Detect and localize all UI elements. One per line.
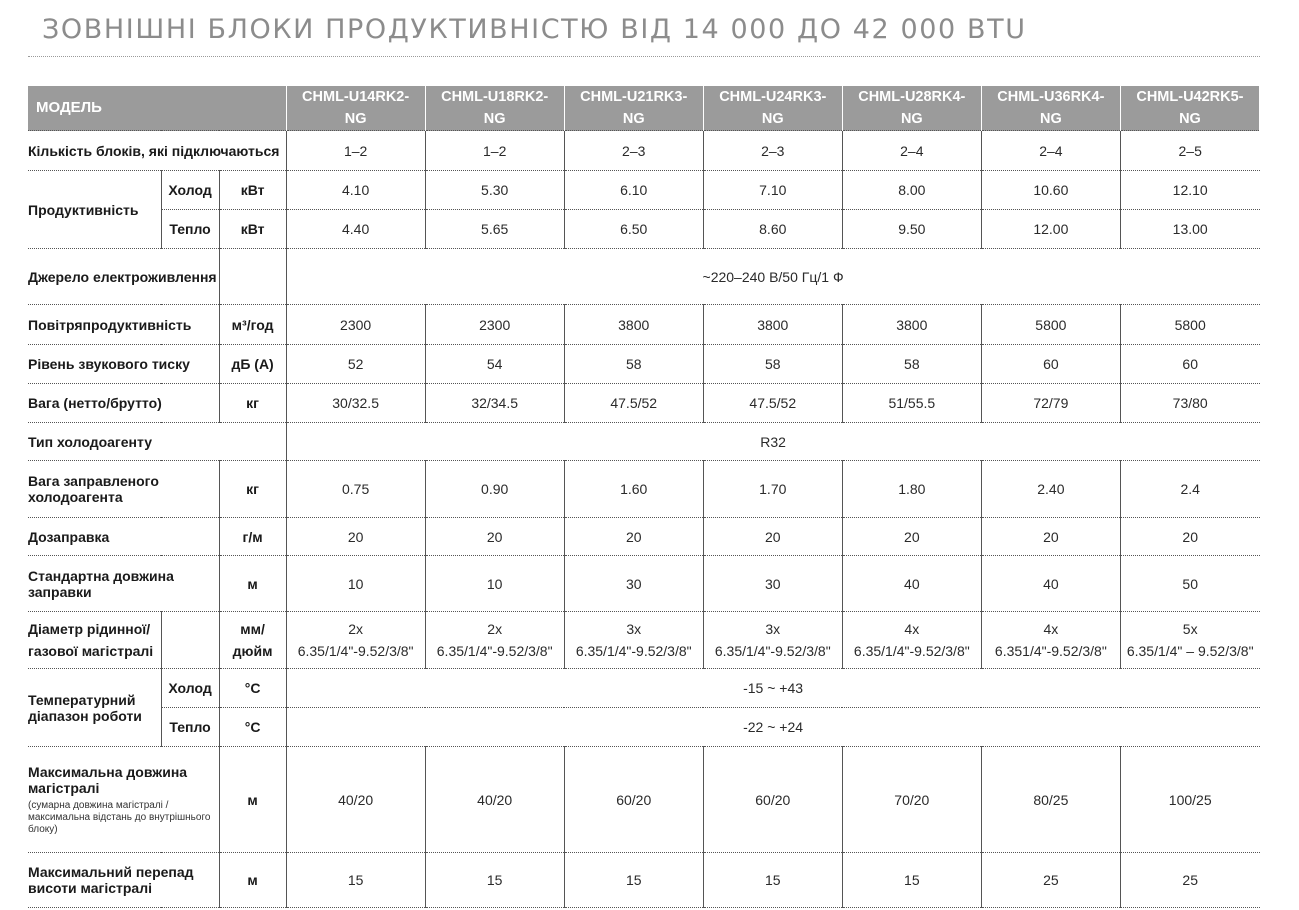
table-cell: 0.75 — [286, 461, 425, 518]
table-cell: 15 — [842, 853, 981, 908]
table-cell: 80/25 — [981, 747, 1120, 853]
row-std-length — [28, 556, 1260, 612]
table-cell: 4.10 — [286, 171, 425, 210]
table-cell: 20 — [981, 518, 1120, 556]
table-cell: R32 — [286, 423, 1259, 461]
table-cell: 25 — [1120, 853, 1259, 908]
row-label: Тип холодоагенту — [28, 423, 286, 461]
table-cell: 20 — [286, 518, 425, 556]
table-cell: 15 — [703, 853, 842, 908]
unit-cell: г/м — [219, 518, 286, 556]
table-cell: 3800 — [703, 305, 842, 345]
sub-label — [161, 612, 219, 669]
table-cell: ~220–240 В/50 Гц/1 Ф — [286, 249, 1259, 305]
table-cell: 8.00 — [842, 171, 981, 210]
row-additional — [28, 518, 1260, 556]
table-cell: 20 — [564, 518, 703, 556]
table-cell: 60/20 — [703, 747, 842, 853]
table-cell: 5.65 — [425, 210, 564, 249]
table-cell: 30 — [564, 556, 703, 612]
table-cell: 15 — [286, 853, 425, 908]
table-cell: 4.40 — [286, 210, 425, 249]
table-cell: 5x 6.35/1/4" – 9.52/3/8" — [1120, 612, 1259, 669]
table-cell: 20 — [425, 518, 564, 556]
unit-cell: м — [219, 853, 286, 908]
table-cell: 3800 — [564, 305, 703, 345]
row-label: Діаметр рідинної/ газової магістралі — [28, 612, 161, 669]
table-cell: 60/20 — [564, 747, 703, 853]
table-cell: 2300 — [286, 305, 425, 345]
model-col-1: CHML-U14RK2- NG — [286, 86, 425, 131]
row-label: Дозаправка — [28, 518, 219, 556]
row-label: Кількість блоків, які підключаються — [28, 131, 286, 171]
table-cell: 20 — [703, 518, 842, 556]
table-cell: 2–3 — [703, 131, 842, 171]
table-cell: 5800 — [1120, 305, 1259, 345]
sub-label: Холод — [161, 669, 219, 708]
table-cell: 4x 6.351/4"-9.52/3/8" — [981, 612, 1120, 669]
table-cell: 4x 6.35/1/4"-9.52/3/8" — [842, 612, 981, 669]
model-col-3: CHML-U21RK3- NG — [564, 86, 703, 131]
table-cell: -15 ~ +43 — [286, 669, 1259, 708]
title-divider — [28, 56, 1260, 57]
table-cell: 51/55.5 — [842, 384, 981, 423]
table-cell: 40 — [981, 556, 1120, 612]
unit-cell: м³/год — [219, 305, 286, 345]
sub-label: Тепло — [161, 708, 219, 747]
spec-table — [28, 86, 1260, 908]
row-temp-cool — [28, 669, 1260, 708]
model-col-5: CHML-U28RK4- NG — [842, 86, 981, 131]
row-max-length — [28, 747, 1260, 853]
unit-cell: °C — [219, 708, 286, 747]
table-cell: 30 — [703, 556, 842, 612]
table-cell: 1.70 — [703, 461, 842, 518]
unit-cell: м — [219, 556, 286, 612]
table-cell: 32/34.5 — [425, 384, 564, 423]
table-cell: 2.4 — [1120, 461, 1259, 518]
table-cell: 2x 6.35/1/4"-9.52/3/8" — [425, 612, 564, 669]
row-label: Продуктивність — [28, 171, 161, 249]
table-cell: 2.40 — [981, 461, 1120, 518]
row-diameter — [28, 612, 1260, 669]
row-label: Рівень звукового тиску — [28, 345, 219, 384]
table-cell: 7.10 — [703, 171, 842, 210]
row-refrigerant — [28, 423, 1260, 461]
row-label — [28, 747, 219, 853]
table-cell: 13.00 — [1120, 210, 1259, 249]
row-note: (сумарна довжина магістралі /максимальна відстань до внутрішнього блоку) — [28, 799, 211, 835]
table-cell: 9.50 — [842, 210, 981, 249]
row-airflow — [28, 305, 1260, 345]
page-title: ЗОВНІШНІ БЛОКИ ПРОДУКТИВНІСТЮ ВІД 14 000 ДО 42 000 BTU — [42, 14, 1027, 45]
header-row — [28, 86, 1260, 131]
row-max-height — [28, 853, 1260, 908]
table-cell: 25 — [981, 853, 1120, 908]
row-label: Джерело електроживлення — [28, 249, 219, 305]
table-cell: 1–2 — [286, 131, 425, 171]
model-col-4: CHML-U24RK3- NG — [703, 86, 842, 131]
table-cell: 5800 — [981, 305, 1120, 345]
model-col-7: CHML-U42RK5- NG — [1120, 86, 1259, 131]
unit-cell: кВт — [219, 210, 286, 249]
table-cell: 10 — [286, 556, 425, 612]
table-cell: 3x 6.35/1/4"-9.52/3/8" — [564, 612, 703, 669]
table-cell: -22 ~ +24 — [286, 708, 1259, 747]
unit-cell: мм/ дюйм — [219, 612, 286, 669]
row-weight — [28, 384, 1260, 423]
table-cell: 8.60 — [703, 210, 842, 249]
table-cell: 10 — [425, 556, 564, 612]
table-cell: 20 — [842, 518, 981, 556]
table-cell: 3800 — [842, 305, 981, 345]
table-cell: 12.00 — [981, 210, 1120, 249]
row-blocks — [28, 131, 1260, 171]
model-col-6: CHML-U36RK4- NG — [981, 86, 1120, 131]
table-cell: 0.90 — [425, 461, 564, 518]
row-label: Температурний діапазон роботи — [28, 669, 161, 747]
unit-cell: м — [219, 747, 286, 853]
model-col-2: CHML-U18RK2- NG — [425, 86, 564, 131]
row-label: Повітряпродуктивність — [28, 305, 219, 345]
table-cell: 47.5/52 — [703, 384, 842, 423]
table-cell: 2–4 — [842, 131, 981, 171]
table-cell: 70/20 — [842, 747, 981, 853]
table-cell: 6.50 — [564, 210, 703, 249]
table-cell: 58 — [703, 345, 842, 384]
row-label: Вага заправленого холодоагента — [28, 461, 219, 518]
row-label: Максимальний перепад висоти магістралі — [28, 853, 219, 908]
table-cell: 72/79 — [981, 384, 1120, 423]
table-cell: 47.5/52 — [564, 384, 703, 423]
unit-cell: дБ (А) — [219, 345, 286, 384]
table-cell: 2–4 — [981, 131, 1120, 171]
row-capacity-heat — [28, 210, 1260, 249]
table-cell: 40 — [842, 556, 981, 612]
table-cell: 15 — [564, 853, 703, 908]
row-charge — [28, 461, 1260, 518]
row-capacity-cool — [28, 171, 1260, 210]
row-temp-heat — [28, 708, 1260, 747]
row-label-text: Максимальна довжина магістралі — [28, 763, 188, 796]
table-cell: 30/32.5 — [286, 384, 425, 423]
table-cell: 3x 6.35/1/4"-9.52/3/8" — [703, 612, 842, 669]
table-cell: 10.60 — [981, 171, 1120, 210]
unit-cell: кг — [219, 384, 286, 423]
table-cell: 2–3 — [564, 131, 703, 171]
unit-cell — [219, 249, 286, 305]
model-header: МОДЕЛЬ — [28, 86, 286, 131]
table-cell: 6.10 — [564, 171, 703, 210]
table-cell: 40/20 — [286, 747, 425, 853]
table-cell: 2x 6.35/1/4"-9.52/3/8" — [286, 612, 425, 669]
table-cell: 2–5 — [1120, 131, 1259, 171]
table-cell: 40/20 — [425, 747, 564, 853]
unit-cell: кВт — [219, 171, 286, 210]
table-cell: 12.10 — [1120, 171, 1259, 210]
table-cell: 1.60 — [564, 461, 703, 518]
unit-cell: °C — [219, 669, 286, 708]
table-cell: 58 — [842, 345, 981, 384]
table-cell: 15 — [425, 853, 564, 908]
table-cell: 2300 — [425, 305, 564, 345]
table-cell: 1.80 — [842, 461, 981, 518]
table-cell: 58 — [564, 345, 703, 384]
table-cell: 60 — [981, 345, 1120, 384]
table-cell: 1–2 — [425, 131, 564, 171]
row-label: Вага (нетто/брутто) — [28, 384, 219, 423]
sub-label: Холод — [161, 171, 219, 210]
table-cell: 52 — [286, 345, 425, 384]
table-cell: 73/80 — [1120, 384, 1259, 423]
unit-cell: кг — [219, 461, 286, 518]
sub-label: Тепло — [161, 210, 219, 249]
table-cell: 5.30 — [425, 171, 564, 210]
row-label: Стандартна довжина заправки — [28, 556, 219, 612]
table-cell: 54 — [425, 345, 564, 384]
row-noise — [28, 345, 1260, 384]
table-cell: 50 — [1120, 556, 1259, 612]
table-cell: 20 — [1120, 518, 1259, 556]
table-cell: 60 — [1120, 345, 1259, 384]
row-power — [28, 249, 1260, 305]
table-cell: 100/25 — [1120, 747, 1259, 853]
